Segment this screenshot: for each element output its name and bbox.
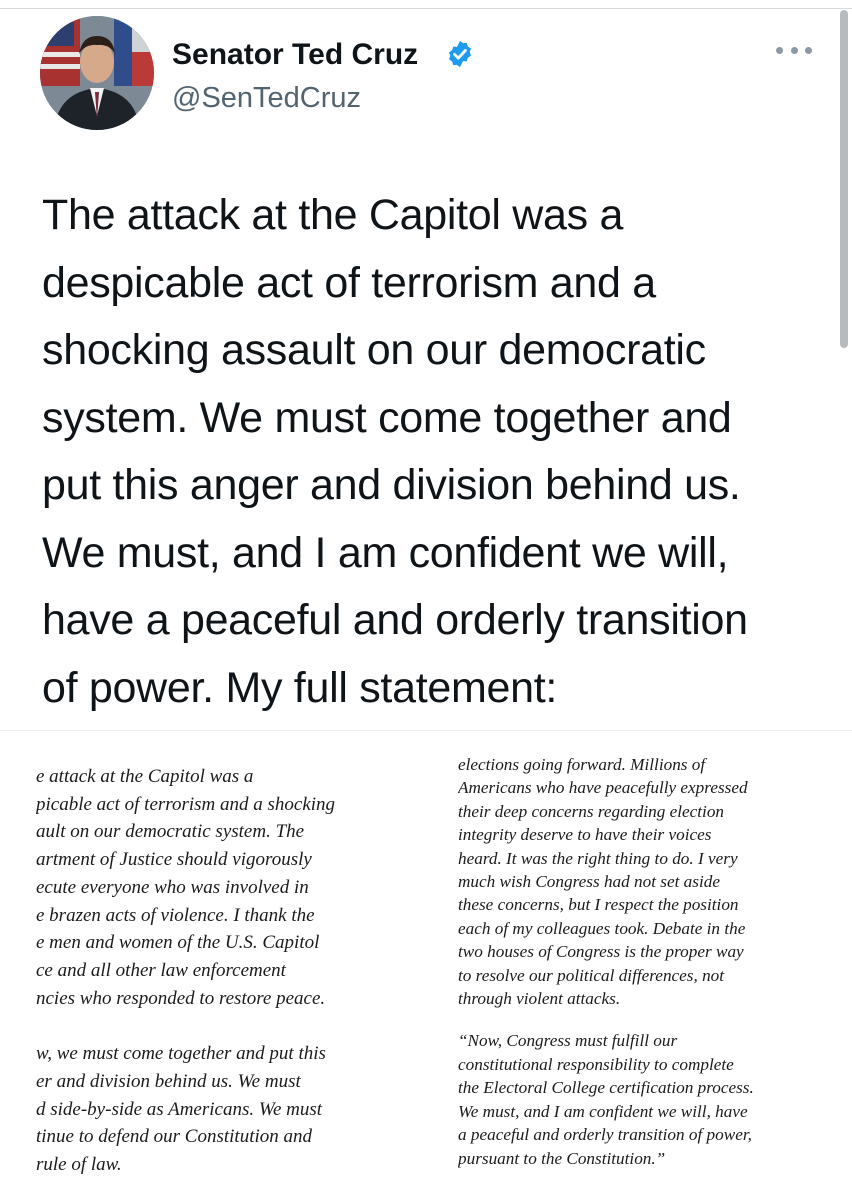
more-dot-icon bbox=[791, 47, 798, 54]
statement-right-column bbox=[458, 753, 850, 1170]
statement-left-column bbox=[36, 763, 420, 1179]
avatar-image bbox=[40, 16, 154, 130]
statement-line: their deep concerns regarding election bbox=[458, 801, 725, 821]
statement-line: to resolve our political differences, not bbox=[458, 965, 725, 985]
tweet-line: system. We must come together and bbox=[42, 393, 732, 442]
more-options-icon[interactable] bbox=[776, 40, 812, 60]
statement-line: d side-by-side as Americans. We must bbox=[36, 1098, 323, 1120]
statement-line: ncies who responded to restore peace. bbox=[36, 987, 326, 1009]
statement-line: two houses of Congress is the proper way bbox=[458, 942, 744, 962]
more-dot-icon bbox=[805, 47, 812, 54]
statement-line: ce and all other law enforcement bbox=[36, 959, 286, 981]
statement-line: artment of Justice should vigorously bbox=[36, 849, 312, 871]
statement-line: ault on our democratic system. The bbox=[36, 821, 305, 843]
statement-line: tinue to defend our Constitution and bbox=[36, 1126, 313, 1148]
statement-line: w, we must come together and put this bbox=[36, 1043, 326, 1065]
statement-line: integrity deserve to have their voices bbox=[458, 825, 712, 845]
statement-line: er and division behind us. We must bbox=[36, 1071, 301, 1093]
statement-line: rule of law. bbox=[36, 1154, 122, 1176]
statement-line: e brazen acts of violence. I thank the bbox=[36, 904, 315, 926]
statement-line: a peaceful and orderly transition of power, bbox=[458, 1125, 752, 1145]
statement-line: these concerns, but I respect the position bbox=[458, 895, 739, 915]
tweet-line: of power. My full statement: bbox=[42, 663, 557, 712]
statement-line: each of my colleagues took. Debate in the bbox=[458, 918, 746, 938]
statement-image[interactable] bbox=[0, 730, 852, 1201]
statement-line: constitutional responsibility to complete bbox=[458, 1054, 734, 1074]
handle[interactable]: @SenTedCruz bbox=[172, 82, 362, 114]
statement-line: picable act of terrorism and a shocking bbox=[36, 793, 336, 815]
avatar[interactable] bbox=[40, 16, 154, 130]
tweet-line: shocking assault on our democratic bbox=[42, 326, 706, 374]
statement-line: the Electoral College certification process. bbox=[458, 1078, 754, 1098]
statement-line: pursuant to the Constitution.” bbox=[458, 1148, 666, 1168]
statement-line: “Now, Congress must fulfill our bbox=[458, 1031, 678, 1051]
bottom-edge bbox=[0, 1188, 852, 1200]
tweet-line: despicable act of terrorism and a bbox=[42, 258, 656, 307]
tweet-text bbox=[42, 182, 832, 722]
statement-line: much wish Congress had not set aside bbox=[458, 872, 720, 892]
statement-line: ecute everyone who was involved in bbox=[36, 876, 309, 898]
tweet-line: The attack at the Capitol was a bbox=[42, 191, 624, 239]
statement-line: elections going forward. Millions of bbox=[458, 755, 706, 774]
tweet-header bbox=[0, 0, 852, 150]
tweet-line: have a peaceful and orderly transition bbox=[42, 596, 748, 644]
display-name[interactable]: Senator Ted Cruz bbox=[172, 38, 419, 71]
statement-line: We must, and I am confident we will, have bbox=[458, 1101, 748, 1121]
more-dot-icon bbox=[776, 47, 783, 54]
statement-line: Americans who have peacefully expressed bbox=[458, 778, 748, 798]
statement-line: e attack at the Capitol was a bbox=[36, 766, 254, 787]
statement-line: through violent attacks. bbox=[458, 989, 621, 1009]
tweet-line: put this anger and division behind us. bbox=[42, 461, 741, 509]
verified-badge-icon bbox=[445, 39, 475, 69]
statement-line: heard. It was the right thing to do. I very bbox=[458, 848, 738, 868]
tweet-line: We must, and I am confident we will, bbox=[42, 528, 729, 577]
statement-line: e men and women of the U.S. Capitol bbox=[36, 932, 320, 954]
